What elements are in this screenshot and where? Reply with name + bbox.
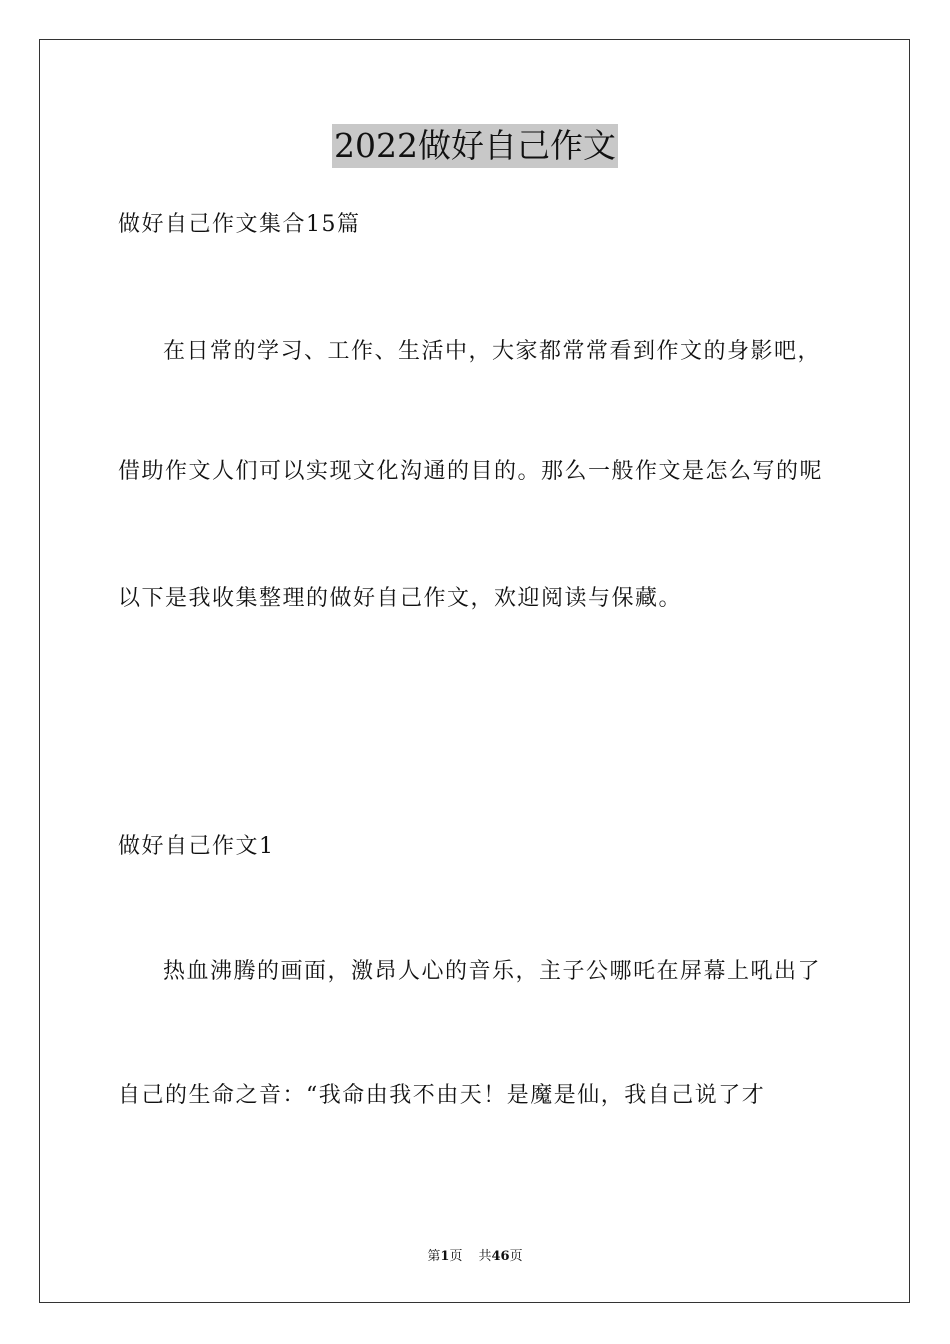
page-prefix: 第 — [427, 1249, 441, 1264]
document-title: 2022做好自己作文 — [332, 124, 618, 168]
document-subtitle: 做好自己作文集合15篇 — [118, 212, 361, 237]
page-total: 46 — [491, 1249, 510, 1264]
total-prefix: 共 — [478, 1249, 492, 1264]
intro-line-3: 以下是我收集整理的做好自己作文，欢迎阅读与保藏。 — [118, 586, 683, 611]
intro-line-1: 在日常的学习、工作、生活中，大家都常常看到作文的身影吧， — [163, 339, 822, 364]
section-heading: 做好自己作文1 — [118, 834, 275, 859]
page-current: 1 — [440, 1249, 450, 1264]
total-suffix: 页 — [509, 1249, 523, 1264]
intro-line-2: 借助作文人们可以实现文化沟通的目的。那么一般作文是怎么写的呢 — [118, 459, 824, 484]
body-line-1: 热血沸腾的画面，激昂人心的音乐，主子公哪吒在屏幕上吼出了 — [163, 959, 822, 984]
page-suffix: 页 — [449, 1249, 463, 1264]
title-container — [0, 124, 950, 168]
page-footer — [0, 1248, 950, 1266]
body-line-2: 自己的生命之音：“我命由我不由天！是魔是仙，我自己说了才 — [118, 1083, 766, 1108]
